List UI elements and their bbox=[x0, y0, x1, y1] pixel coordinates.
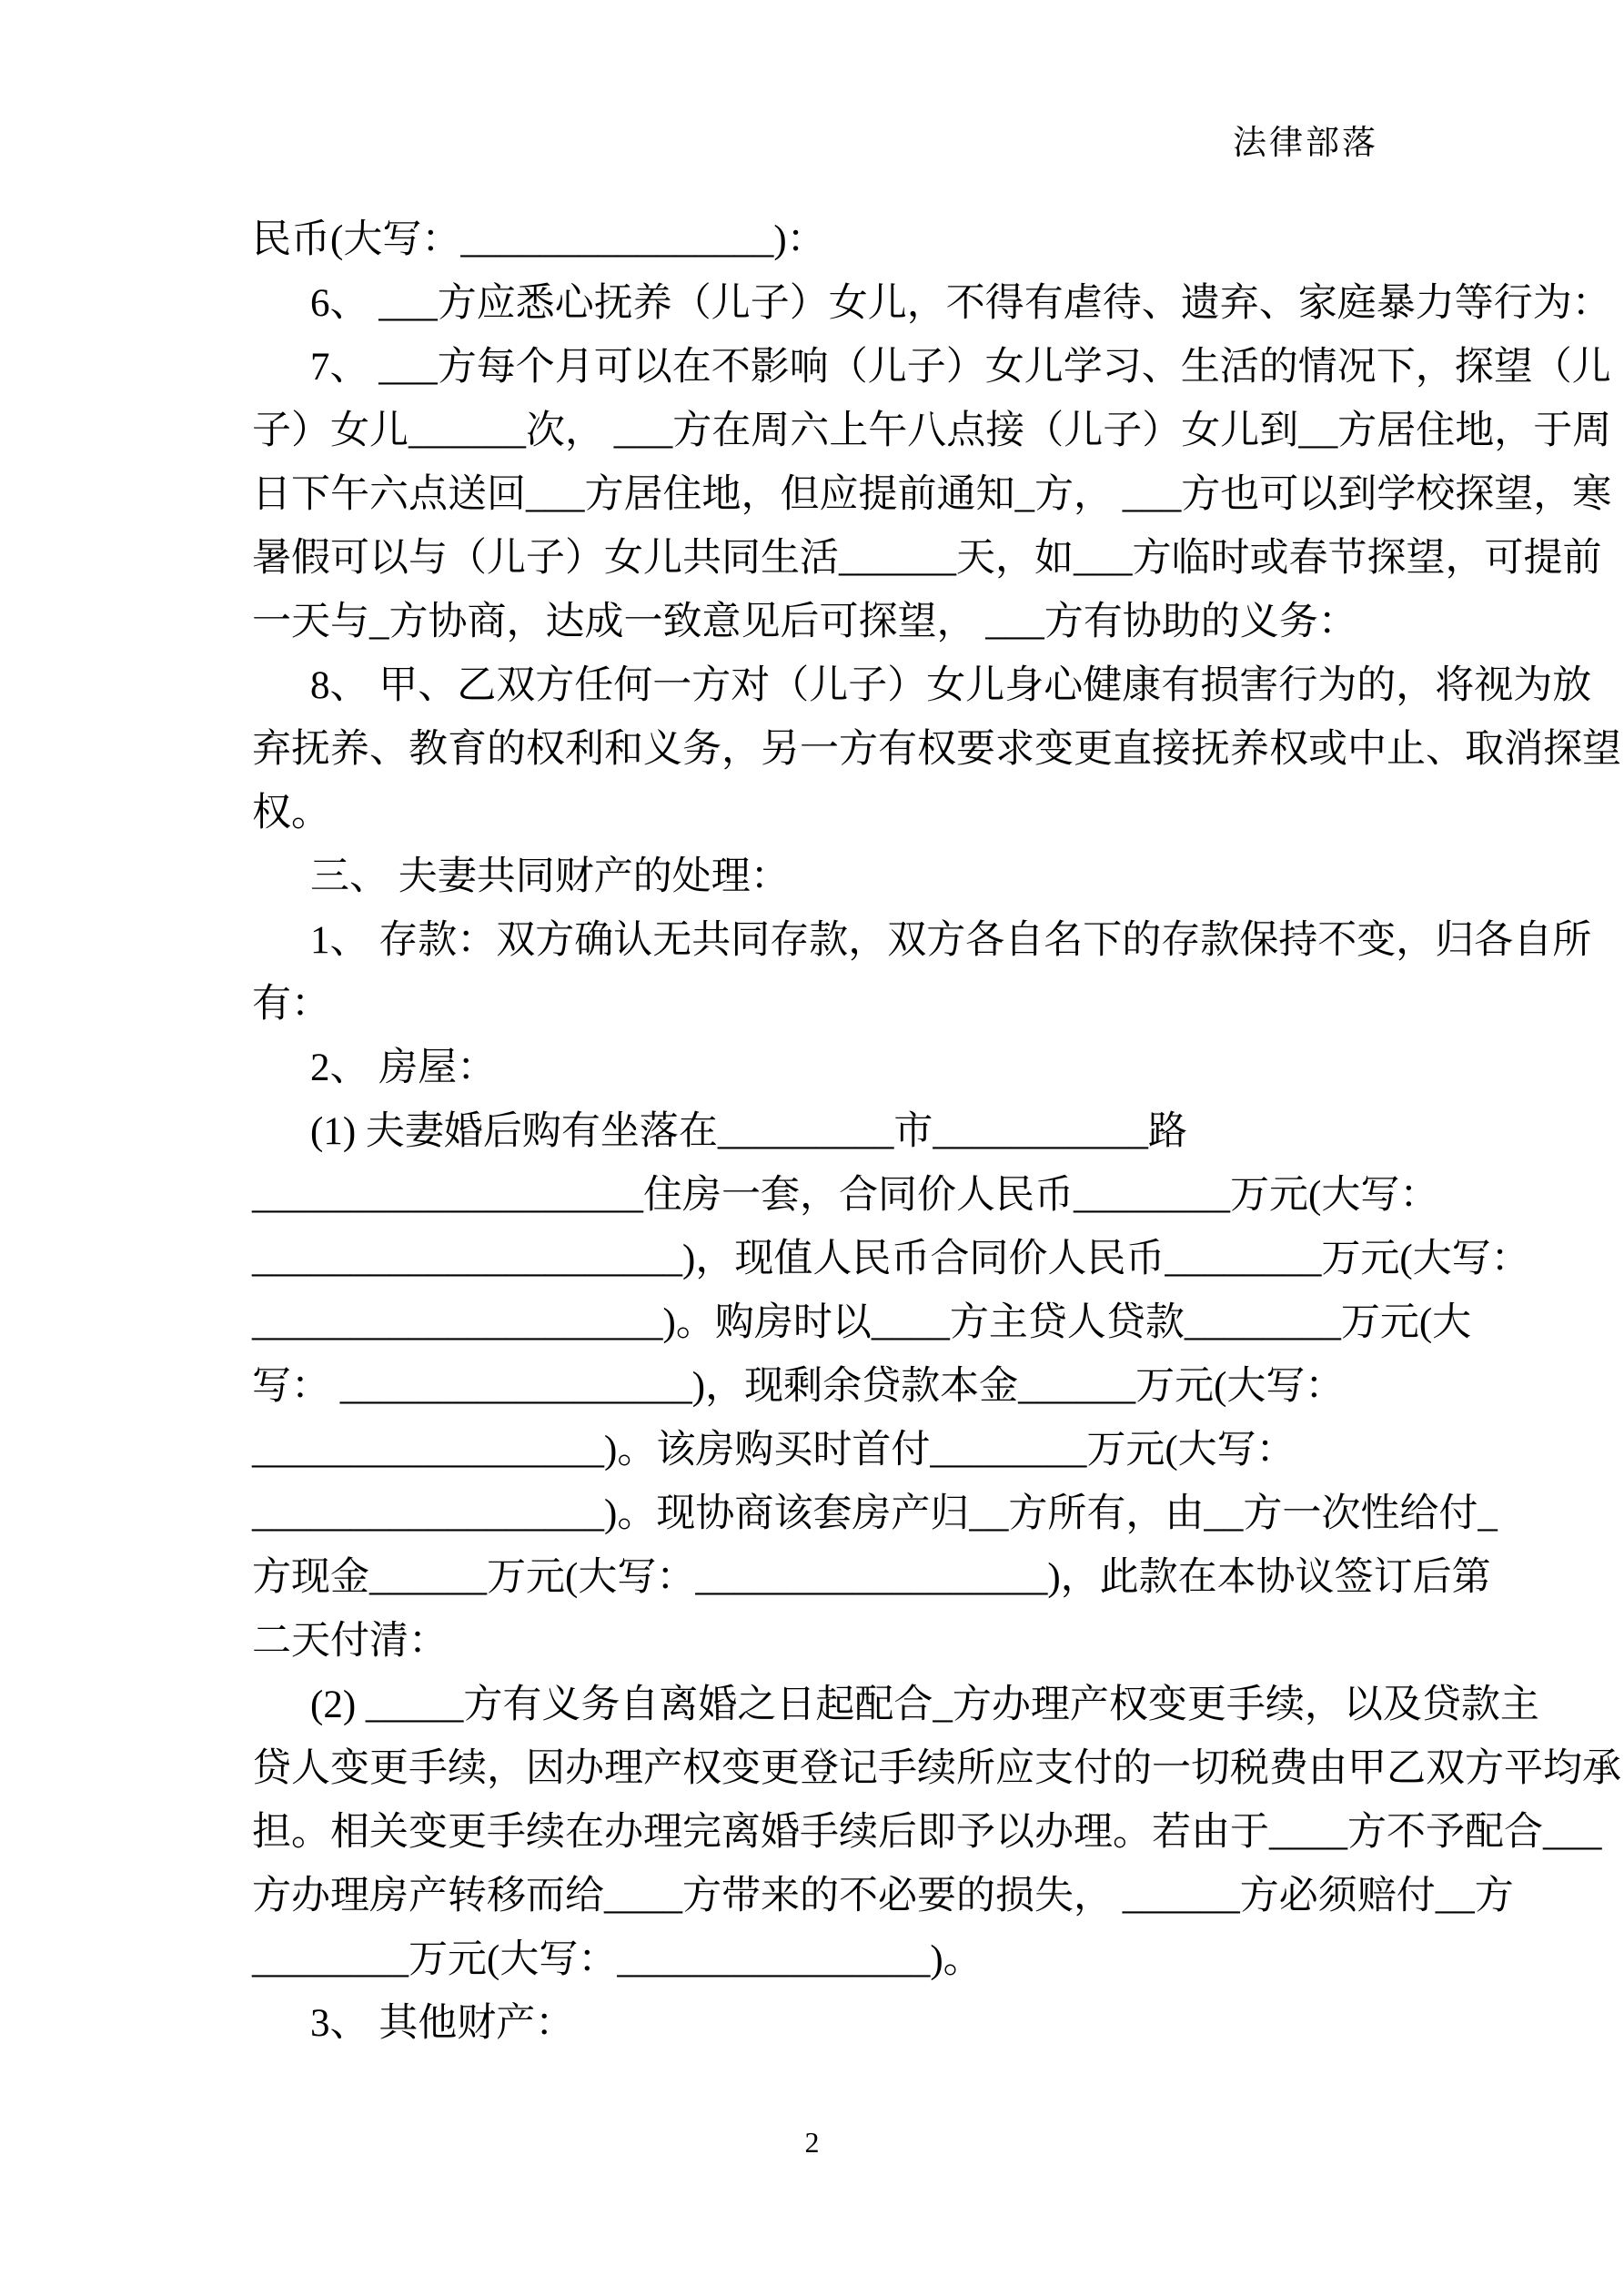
document-line: __________________)。现协商该套房产归__方所有，由__方一次性给付_ bbox=[252, 1492, 1498, 1535]
document-line: 2、 房屋： bbox=[310, 1047, 497, 1089]
document-line: ________万元(大写：________________)。 bbox=[252, 1938, 983, 1981]
document-line: _____________________)。购房时以____方主贷人贷款________万元(大 bbox=[252, 1301, 1472, 1344]
document-line: ____________________住房一套，合同价人民币________万元(大写： bbox=[252, 1174, 1439, 1217]
document-line: 民币(大写：________________)： bbox=[252, 218, 826, 261]
document-line: 有： bbox=[252, 983, 330, 1026]
document-line: 暑假可以与（儿子）女儿共同生活______天，如___方临时或春节探望，可提前 bbox=[252, 537, 1602, 580]
document-line: 弃抚养、教育的权利和义务，另一方有权要求变更直接抚养权或中止、取消探望 bbox=[252, 728, 1621, 771]
page-number: 2 bbox=[804, 2126, 820, 2159]
document-body bbox=[252, 208, 1621, 2056]
document-line: 方现金______万元(大写：__________________)，此款在本协议签订后第 bbox=[252, 1556, 1491, 1599]
document-line: 写： __________________)，现剩余贷款本金______万元(大写： bbox=[252, 1365, 1345, 1408]
document-line: 日下午六点送回___方居住地，但应提前通知_方， ___方也可以到学校探望，寒 bbox=[252, 473, 1612, 516]
document-line: 1、 存款：双方确认无共同存款，双方各自名下的存款保持不变，归各自所 bbox=[310, 919, 1592, 962]
document-line: 担。相关变更手续在办理完离婚手续后即予以办理。若由于____方不予配合___ bbox=[252, 1811, 1602, 1854]
document-line: 三、 夫妻共同财产的处理： bbox=[310, 855, 790, 898]
document-line: 8、 甲、乙双方任何一方对（儿子）女儿身心健康有损害行为的，将视为放 bbox=[310, 664, 1592, 707]
document-line: 7、 ___方每个月可以在不影响（儿子）女儿学习、生活的情况下，探望（儿 bbox=[310, 346, 1611, 389]
document-line: 方办理房产转移而给____方带来的不必要的损失， ______方必须赔付__方 bbox=[252, 1875, 1514, 1917]
document-line: 二天付清： bbox=[252, 1620, 448, 1663]
document-line: (2) _____方有义务自离婚之日起配合_方办理产权变更手续，以及贷款主 bbox=[310, 1684, 1539, 1726]
document-line: 贷人变更手续，因办理产权变更登记手续所应支付的一切税费由甲乙双方平均承 bbox=[252, 1747, 1621, 1790]
document-line: 子）女儿______次， ___方在周六上午八点接（儿子）女儿到__方居住地，于周 bbox=[252, 410, 1612, 452]
document-line: 3、 其他财产： bbox=[310, 2002, 575, 2045]
document-line: 一天与_方协商，达成一致意见后可探望， ___方有协助的义务： bbox=[252, 601, 1357, 643]
document-line: ______________________)，现值人民币合同价人民币________万元(大写： bbox=[252, 1238, 1530, 1280]
document-line: __________________)。该房购买时首付________万元(大写： bbox=[252, 1429, 1296, 1472]
document-line: 权。 bbox=[252, 792, 330, 834]
document-line: 6、 ___方应悉心抚养（儿子）女儿，不得有虐待、遗弃、家庭暴力等行为： bbox=[310, 282, 1611, 325]
site-watermark: 法律部落 bbox=[1233, 125, 1378, 162]
document-line: (1) 夫妻婚后购有坐落在_________市___________路 bbox=[310, 1110, 1187, 1153]
